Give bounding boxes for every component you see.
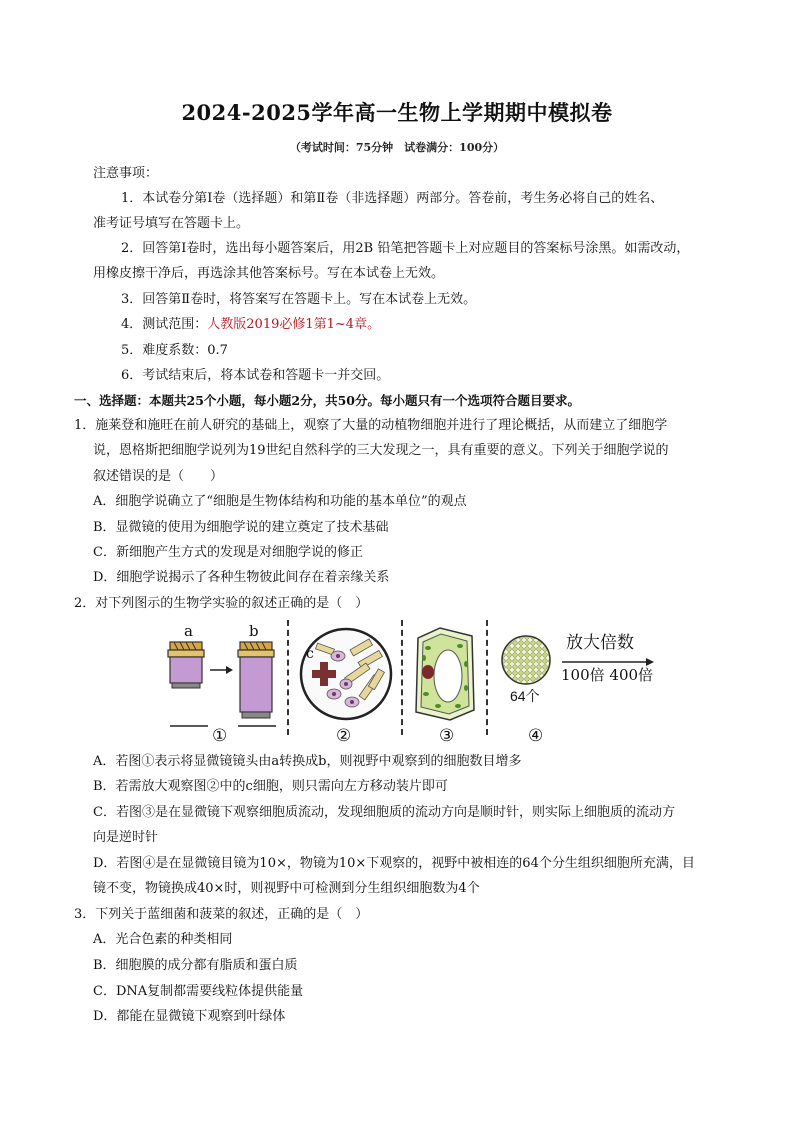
panel-number-3: ③ bbox=[439, 726, 455, 746]
exam-info: （考试时间：75分钟 试卷满分：100分） bbox=[289, 141, 505, 154]
meristem-cells-view bbox=[500, 634, 552, 686]
q1-stem-cont: 说，恩格斯把细胞学说列为19世纪自然科学的三大发现之一，具有重要的意义。下列关于细胞学说的 bbox=[93, 443, 669, 458]
notice-item-1-cont: 准考证号填写在答题卡上。 bbox=[93, 216, 250, 231]
lens-label-a: a bbox=[184, 622, 193, 640]
page-title: 2024-2025学年高一生物上学期期中模拟卷 bbox=[181, 100, 613, 125]
divider-2 bbox=[401, 620, 403, 735]
panel-number-1: ① bbox=[212, 726, 228, 746]
q2-figure bbox=[160, 620, 660, 750]
notice-item-4-label: 4．测试范围： bbox=[121, 317, 208, 332]
objective-lens-b bbox=[238, 642, 274, 718]
q3-stem: 3．下列关于蓝细菌和菠菜的叙述，正确的是（ ） bbox=[74, 907, 369, 922]
notice-item-5: 5．难度系数：0.7 bbox=[121, 343, 228, 358]
q2-option-d-cont: 镜不变，物镜换成40×时，则视野中可检测到分生组织细胞数为4个 bbox=[93, 881, 480, 896]
cell-count: 64个 bbox=[510, 688, 540, 704]
cell-label-c: c bbox=[306, 646, 314, 662]
q3-option-b: B．细胞膜的成分都有脂质和蛋白质 bbox=[93, 958, 298, 973]
q1-option-d: D．细胞学说揭示了各种生物彼此间存在着亲缘关系 bbox=[93, 570, 390, 585]
panel-number-4: ④ bbox=[528, 726, 544, 746]
q2-option-d: D．若图④是在显微镜目镜为10×，物镜为10×下观察的，视野中被相连的64个分生组织细胞所充满，目 bbox=[93, 856, 695, 871]
divider-1 bbox=[287, 620, 289, 735]
notice-item-1: 1．本试卷分第Ⅰ卷（选择题）和第Ⅱ卷（非选择题）两部分。答卷前，考生务必将自己的姓名、 bbox=[121, 191, 664, 206]
notice-item-3: 3．回答第Ⅱ卷时，将答案写在答题卡上。写在本试卷上无效。 bbox=[121, 292, 477, 307]
q1-option-a: A．细胞学说确立了“细胞是生物体结构和功能的基本单位”的观点 bbox=[93, 494, 467, 509]
test-scope: 人教版2019必修1第1~4章。 bbox=[207, 317, 381, 332]
notice-item-2: 2．回答第Ⅰ卷时，选出每小题答案后，用2B 铅笔把答题卡上对应题目的答案标号涂黑。如需改动， bbox=[121, 241, 690, 256]
q2-option-b: B．若需放大观察图②中的c细胞，则只需向左方移动装片即可 bbox=[93, 779, 448, 794]
notice-heading: 注意事项： bbox=[93, 166, 159, 181]
q2-option-c-cont: 向是逆时针 bbox=[93, 830, 159, 845]
q3-option-d: D．都能在显微镜下观察到叶绿体 bbox=[93, 1009, 286, 1024]
q2-stem: 2．对下列图示的生物学实验的叙述正确的是（ ） bbox=[74, 596, 369, 611]
notice-item-2-cont: 用橡皮擦干净后，再选涂其他答案标号。写在本试卷上无效。 bbox=[93, 266, 445, 281]
panel-number-2: ② bbox=[336, 726, 352, 746]
objective-lens-diagram bbox=[160, 640, 285, 735]
q2-option-c: C．若图③是在显微镜下观察细胞质流动，发现细胞质的流动方向是顺时针，则实际上细胞质的流动方 bbox=[93, 805, 675, 820]
objective-lens-a bbox=[168, 642, 204, 688]
q2-option-a: A．若图①表示将显微镜镜头由a转换成b，则视野中观察到的细胞数目增多 bbox=[93, 754, 522, 769]
notice-item-6: 6．考试结束后，将本试卷和答题卡一并交回。 bbox=[121, 368, 390, 383]
q1-stem-end: 叙述错误的是（ ） bbox=[93, 469, 224, 484]
plant-cell-diagram bbox=[410, 624, 480, 724]
q3-option-a: A．光合色素的种类相同 bbox=[93, 932, 233, 947]
section-heading: 一、选择题：本题共25个小题，每小题2分，共50分。每小题只有一个选项符合题目要求。 bbox=[74, 393, 580, 408]
notice-item-4 bbox=[121, 315, 380, 335]
magnification-title: 放大倍数 bbox=[566, 633, 634, 653]
q1-option-b: B．显微镜的使用为细胞学说的建立奠定了技术基础 bbox=[93, 520, 389, 535]
magnification-values: 100倍 400倍 bbox=[561, 666, 654, 684]
q1-option-c: C．新细胞产生方式的发现是对细胞学说的修正 bbox=[93, 545, 363, 560]
q3-option-c: C．DNA复制都需要线粒体提供能量 bbox=[93, 984, 304, 999]
divider-3 bbox=[486, 620, 488, 735]
q1-stem: 1．施莱登和施旺在前人研究的基础上，观察了大量的动植物细胞并进行了理论概括，从而建立了细胞学 bbox=[74, 418, 668, 433]
lens-label-b: b bbox=[249, 622, 259, 640]
field-of-view-cells bbox=[298, 626, 394, 722]
